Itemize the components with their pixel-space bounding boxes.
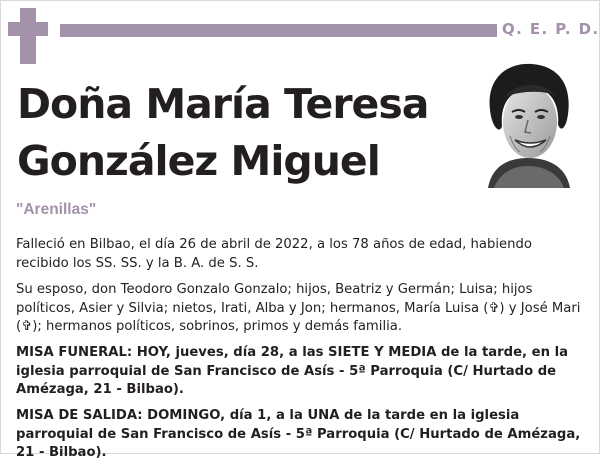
qepd-label: Q. E. P. D. <box>502 20 600 38</box>
departure-mass-text: MISA DE SALIDA: DOMINGO, día 1, a la UNA de la tarde en la iglesia parroquial de San Francisco de Asís - 5ª Parroquia (C/ Hurtado de Amézaga, 21 - Bilbao). <box>16 408 581 460</box>
deceased-alias: "Arenillas" <box>16 201 97 218</box>
deceased-name-line1: Doña María Teresa <box>17 80 429 128</box>
portrait-photo <box>474 58 582 188</box>
header-band <box>60 24 497 37</box>
funeral-mass-text: MISA FUNERAL: HOY, jueves, día 28, a las SIETE Y MEDIA de la tarde, en la iglesia parroquial de San Francisco de Asís - 5ª Parroquia (C/ Hurtado de Amézaga, 21 - Bilbao). <box>16 345 569 397</box>
deceased-name-line2: González Miguel <box>17 137 380 185</box>
family-text: Su esposo, don Teodoro Gonzalo Gonzalo; hijos, Beatriz y Germán; Luisa; hijos políticos, Asier y Silvia; nietos, Irati, Alba y Jon; hermanos, María Luisa (✞) y José Mari (✞); hermanos políticos, sobrinos, primos y demás familia. <box>16 282 581 334</box>
death-notice-text: Falleció en Bilbao, el día 26 de abril de 2022, a los 78 años de edad, habiendo recibido los SS. SS. y la B. A. de S. S. <box>16 237 532 271</box>
